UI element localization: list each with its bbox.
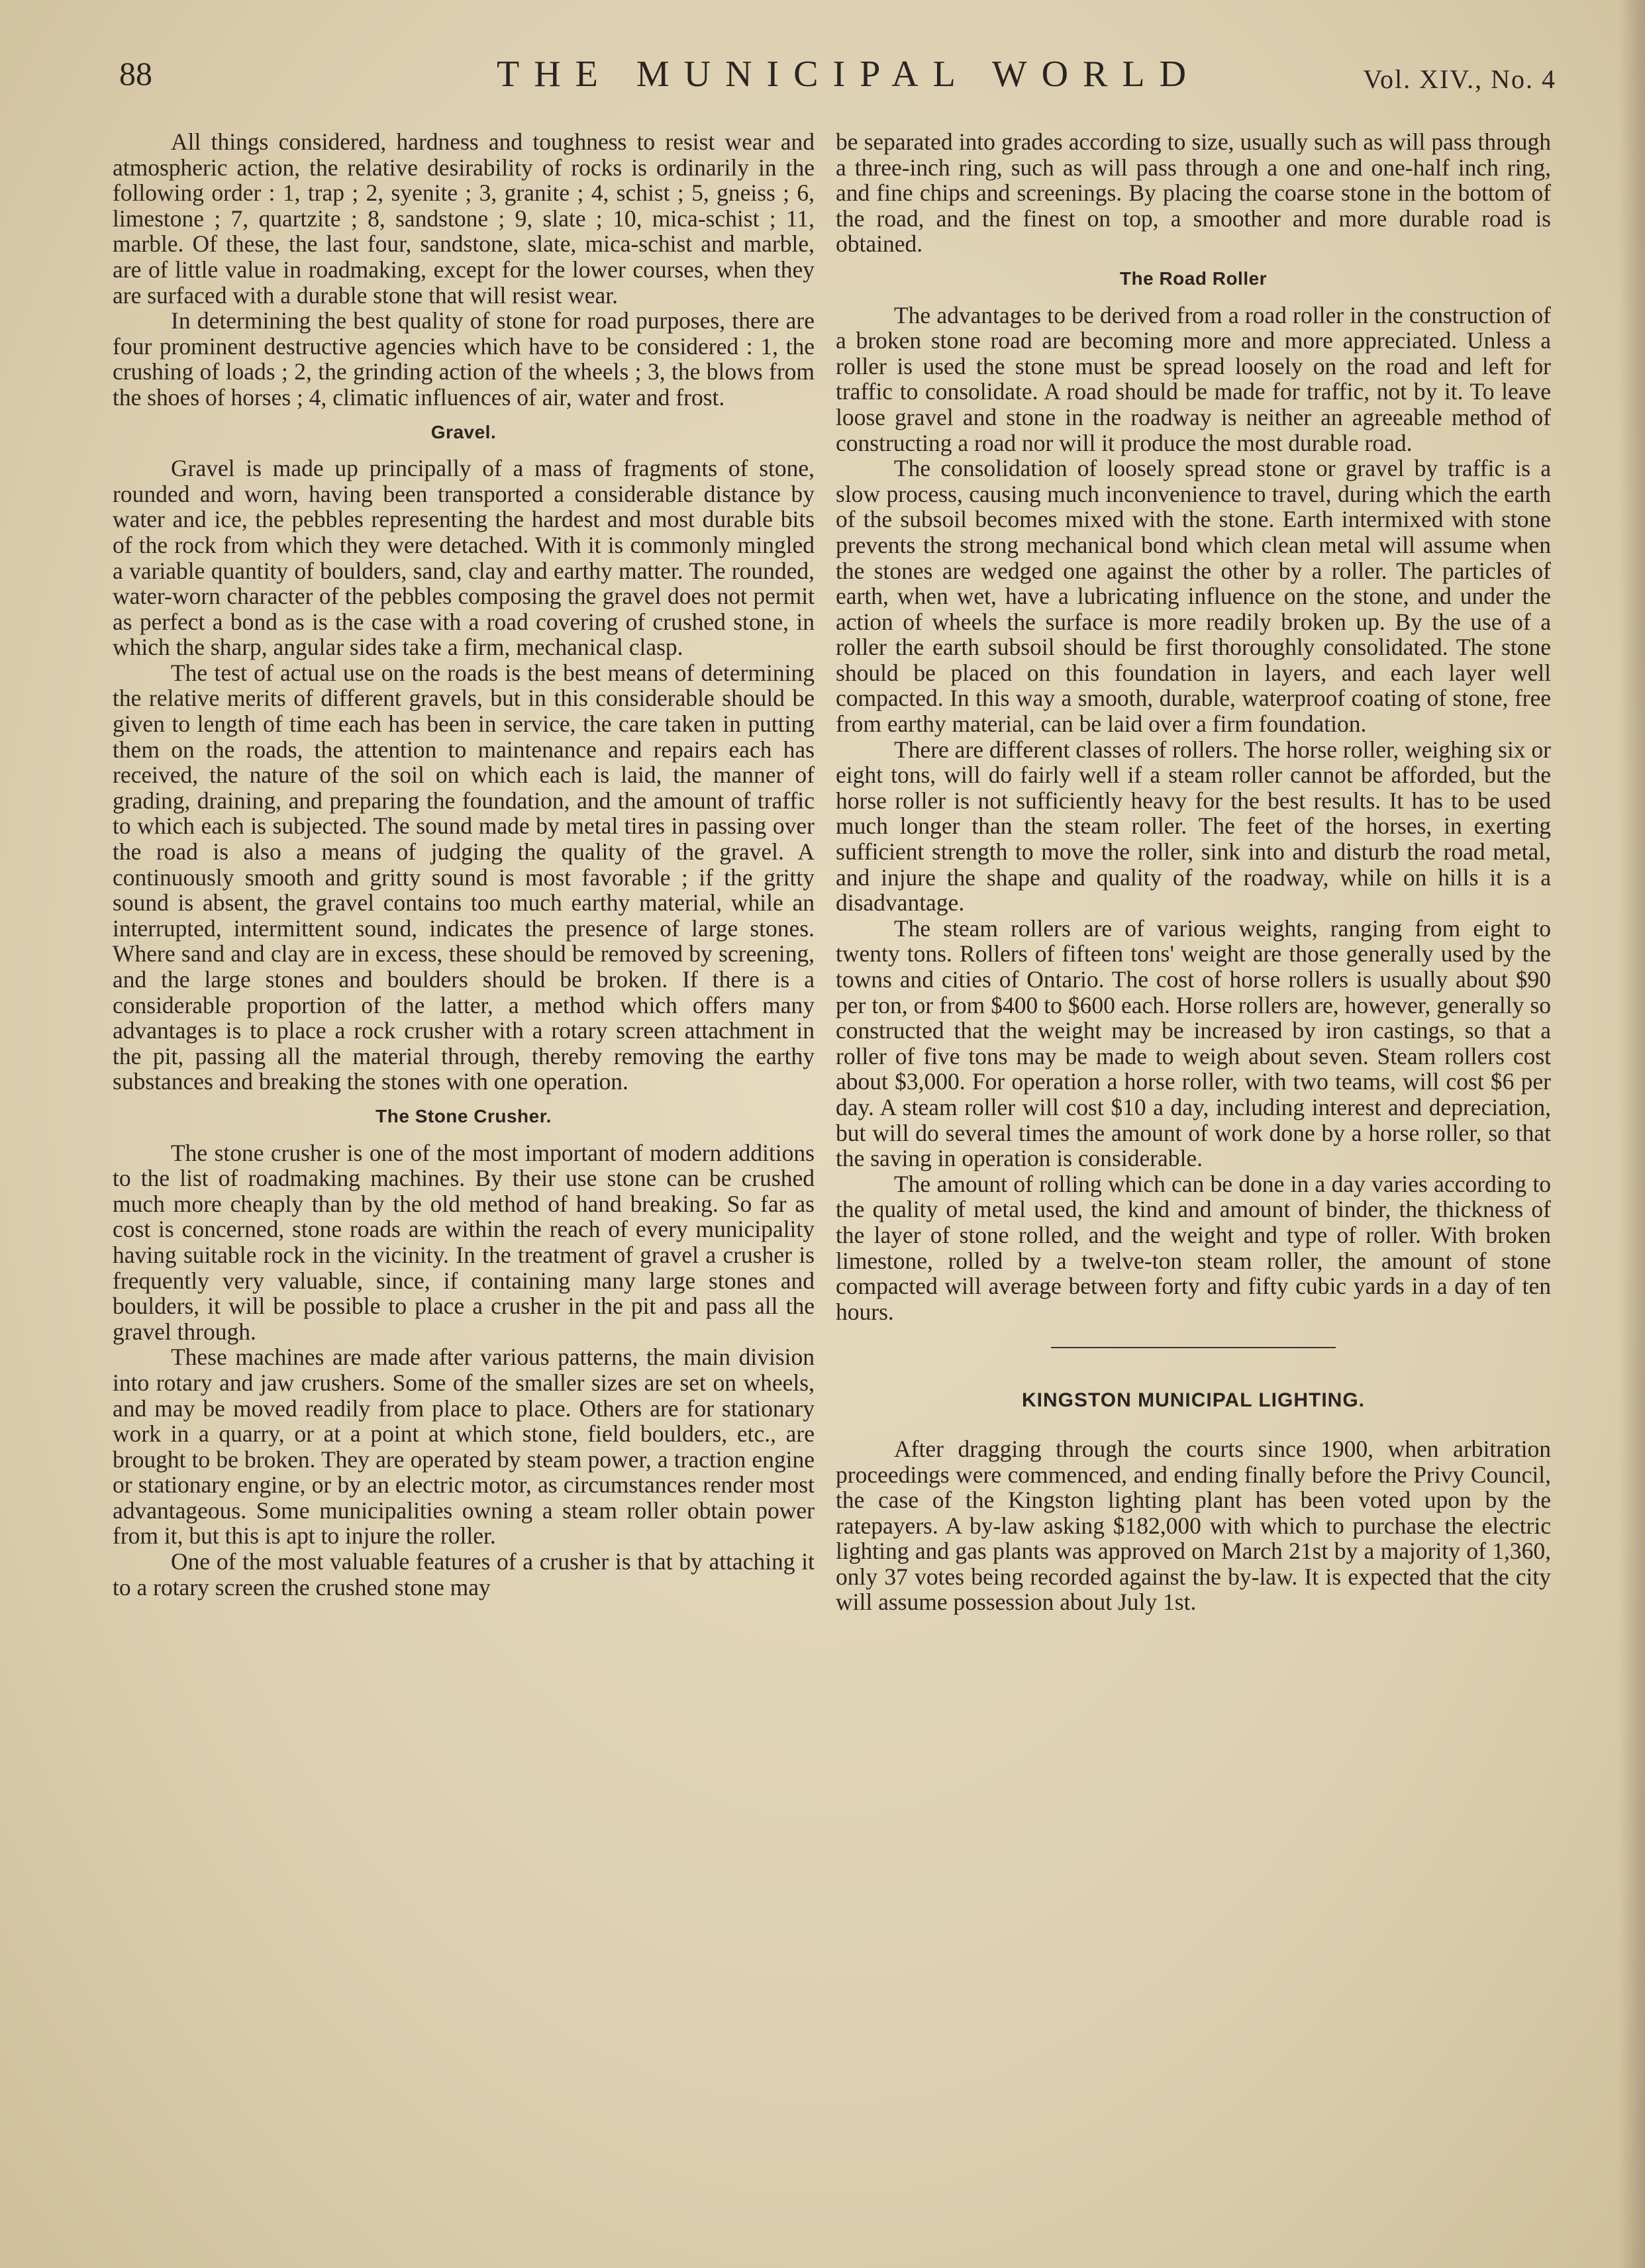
left-column bbox=[113, 129, 815, 1600]
paragraph: The test of actual use on the roads is the best means of determining the relative merits of different gravels, but in this considerable should be given to length of time each has been in service, the care taken in putting them on the roads, the attention to maintenance and repairs each has received, the nature of the soil on which each is laid, the manner of grading, draining, and preparing the foundation, and the amount of traffic to which each is subjected. The sound made by metal tires in passing over the road is also a means of judging the quality of the gravel. A continuously smooth and gritty sound is most favorable ; if the gritty sound is absent, the gravel contains too much earthy material, while an interrupted, intermittent sound, indicates the presence of large stones. Where sand and clay are in excess, these should be removed by screening, and the large stones and boulders should be broken. If there is a considerable proportion of the latter, a method which offers many advantages is to place a rock crusher with a rotary screen attachment in the pit, passing all the material through, thereby removing the earthy substances and breaking the stones with one operation. bbox=[113, 659, 815, 1095]
page-number: 88 bbox=[119, 55, 152, 92]
paragraph: The stone crusher is one of the most important of modern additions to the list of roadmaking machines. By their use stone can be crushed much more cheaply than by the old method of hand breaking. So far as cost is concerned, stone roads are within the reach of every municipality having suitable rock in the vicinity. In the treatment of gravel a crusher is frequently very valuable, since, if containing many large stones and boulders, it will be possible to place a crusher in the pit and pass all the gravel through. bbox=[113, 1139, 815, 1345]
issue-label: Vol. XIV., No. 4 bbox=[1363, 64, 1556, 94]
paragraph: After dragging through the courts since 1900, when arbitration proceedings were commenced, and ending finally before the Privy Council, the case of the Kingston lighting plant has been voted upon by the ratepayers. A by-law asking $182,000 with which to purchase the electric lighting and gas plants was approved on March 21st by a majority of 1,360, only 37 votes being recorded against the by-law. It is expected that the city will assume possession about July 1st. bbox=[836, 1435, 1551, 1616]
page-edge-shadow bbox=[1619, 0, 1645, 2268]
article-title: KINGSTON MUNICIPAL LIGHTING. bbox=[1021, 1389, 1365, 1412]
paragraph: There are different classes of rollers. The horse roller, weighing six or eight tons, will do fairly well if a steam roller cannot be afforded, but the horse roller is not sufficiently heavy for the best results. It has to be used much longer than the steam roller. The feet of the horses, in exerting sufficient strength to move the roller, sink into and disturb the road metal, and injure the shape and quality of the roadway, while on hills it is a disadvantage. bbox=[836, 736, 1551, 916]
paragraph: One of the most valuable features of a crusher is that by attaching it to a rotary screen the crushed stone may bbox=[113, 1548, 815, 1601]
paragraph: Gravel is made up principally of a mass of fragments of stone, rounded and worn, having been transported a considerable distance by water and ice, the pebbles representing the hardest and most durable bits of the rock from which they were detached. With it is commonly mingled a variable quantity of boulders, sand, clay and earthy matter. The rounded, water-worn character of the pebbles composing the gravel does not permit as perfect a bond as is the case with a road covering of crushed stone, in which the sharp, angular sides take a firm, mechanical clasp. bbox=[113, 455, 815, 661]
paragraph: The consolidation of loosely spread stone or gravel by traffic is a slow process, causing much inconvenience to travel, during which the earth of the subsoil becomes mixed with the stone. Earth intermixed with stone prevents the strong mechanical bond which clean metal will assume when the stones are wedged one against the other by a roller. The particles of earth, when wet, have a lubricating influence on the stone, and under the action of wheels the surface is more readily broken up. By the use of a roller the earth subsoil should be first thoroughly consolidated. The stone should be placed on this foundation in layers, and each layer well compacted. In this way a smooth, durable, waterproof coating of stone, free from earthy material, can be laid over a firm foundation. bbox=[836, 455, 1551, 738]
paragraph: These machines are made after various patterns, the main division into rotary and jaw crushers. Some of the smaller sizes are set on wheels, and may be moved readily from place to place. Others are for stationary work in a quarry, or at a point at which stone, field boulders, etc., are brought to be broken. They are operated by steam power, a traction engine or stationary engine, or by an electric motor, as circumstances render most advantageous. Some municipalities owning a steam roller obtain power from it, but this is apt to injure the roller. bbox=[113, 1344, 815, 1550]
section-heading-stone-crusher: The Stone Crusher. bbox=[375, 1105, 552, 1126]
page-header bbox=[119, 54, 1556, 101]
paragraph: The amount of rolling which can be done in a day varies according to the quality of metal used, the kind and amount of binder, the thickness of the layer of stone rolled, and the weight and type of roller. With broken limestone, rolled by a twelve-ton steam roller, the amount of stone compacted will average between forty and fifty cubic yards in a day of ten hours. bbox=[836, 1170, 1551, 1325]
right-column bbox=[836, 129, 1551, 1615]
paragraph: In determining the best quality of stone for road purposes, there are four prominent destructive agencies which have to be considered : 1, the crushing of loads ; 2, the grinding action of the wheels ; 3, the blows from the shoes of horses ; 4, climatic influences of air, water and frost. bbox=[113, 307, 815, 411]
paragraph: The steam rollers are of various weights, ranging from eight to twenty tons. Rollers of fifteen tons' weight are those generally used by the towns and cities of Ontario. The cost of horse rollers is usually about $90 per ton, or from $400 to $600 each. Horse rollers are, however, generally so constructed that the weight may be increased by iron castings, so that a roller of five tons may be made to weigh about seven. Steam rollers cost about $3,000. For operation a horse roller, with two teams, will cost $6 per day. A steam roller will cost $10 a day, including interest and depreciation, but will do several times the amount of work done by a horse roller, so that the saving in operation is considerable. bbox=[836, 914, 1551, 1172]
paragraph: The advantages to be derived from a road roller in the construction of a broken stone road are becoming more and more appreciated. Unless a roller is used the stone must be spread loosely on the road and left for traffic to consolidate. A road should be made for traffic, not by it. To leave loose gravel and stone in the roadway is neither an agreeable method of constructing a road nor will it produce the most durable road. bbox=[836, 301, 1551, 456]
section-heading-gravel: Gravel. bbox=[430, 421, 497, 442]
article-divider bbox=[1051, 1347, 1336, 1348]
journal-title: THE MUNICIPAL WORLD bbox=[497, 54, 1201, 95]
paragraph: be separated into grades according to size, usually such as will pass through a three-inch ring, such as will pass through a one and one-half inch ring, and fine chips and screenings. By placing the coarse stone in the bottom of the road, and the finest on top, a smoother and more durable road is obtained. bbox=[836, 128, 1551, 258]
paragraph: All things considered, hardness and toughness to resist wear and atmospheric action, the relative desirability of rocks is ordinarily in the following order : 1, trap ; 2, syenite ; 3, granite ; 4, schist ; 5, gneiss ; 6, limestone ; 7, quartzite ; 8, sandstone ; 9, slate ; 10, mica-schist ; 11, marble. Of these, the last four, sandstone, slate, mica-schist and marble, are of little value in roadmaking, except for the lower courses, when they are surfaced with a durable stone that will resist wear. bbox=[113, 128, 815, 309]
section-heading-road-roller: The Road Roller bbox=[1119, 268, 1268, 289]
